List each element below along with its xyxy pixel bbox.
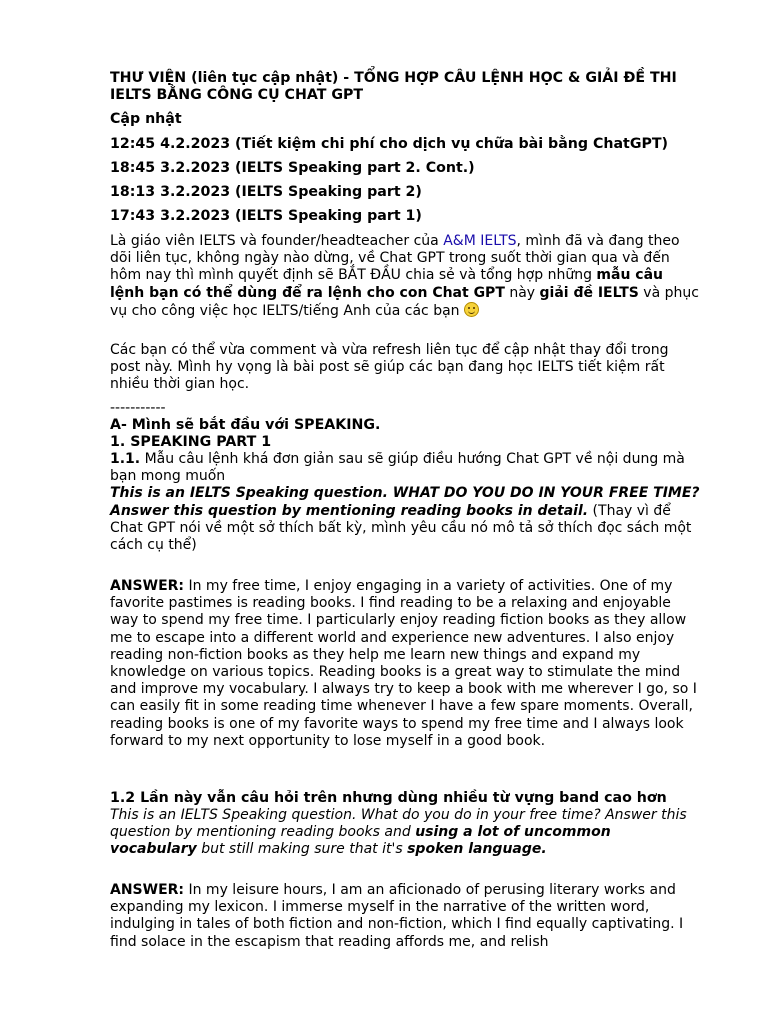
note-text: (Thay vì để Chat GPT nói về một sở thích bất kỳ, mình yêu cầu nó mô tả sở thích đọc sách một cách cụ thể) — [110, 502, 692, 554]
update-label: Cập nhật — [110, 111, 182, 127]
intro-bold: mẫu câu lệnh bạn có thể dùng để ra lệnh cho con Chat GPT — [110, 267, 663, 301]
update-entry: 17:43 3.2.2023 (IELTS Speaking part 1) — [110, 208, 422, 224]
prompt-text: This is an IELTS Speaking question. WHAT DO YOU DO IN YOUR FREE TIME? Answer this question by mentioning reading books in detail. — [110, 485, 700, 519]
divider: ----------- — [110, 400, 166, 416]
item-text: Mẫu câu lệnh khá đơn giản sau sẽ giúp điều hướng Chat GPT về nội dung mà bạn mong muốn — [110, 451, 685, 485]
smiley-face-icon — [464, 302, 479, 317]
answer-paragraph — [110, 578, 700, 750]
update-entry: 12:45 4.2.2023 (Tiết kiệm chi phí cho dịch vụ chữa bài bằng ChatGPT) — [110, 136, 669, 152]
prompt-bold: spoken language. — [407, 841, 547, 858]
page-title: THƯ VIỆN (liên tục cập nhật) - TỔNG HỢP CÂU LỆNH HỌC & GIẢI ĐỀ THI IELTS BẰNG CÔNG CỤ CHAT GPT — [110, 70, 677, 103]
intro-text: Là giáo viên IELTS và founder/headteacher của — [110, 233, 444, 249]
intro-bold: giải đề IELTS — [539, 284, 639, 301]
answer-paragraph — [110, 882, 700, 951]
item-1-2-prompt — [110, 807, 700, 859]
answer-text: In my leisure hours, I am an aficionado of perusing literary works and expanding my lexicon. I immerse myself in the narrative of the written word, indulging in tales of both fiction and non-fiction, which I find equally captivating. I find solace in the escapism that reading affords me, and relish — [110, 882, 684, 950]
intro-text: này — [504, 284, 540, 301]
part-heading: 1. SPEAKING PART 1 — [110, 434, 272, 450]
intro-text: và phục vụ cho công việc học IELTS/tiếng Anh của các bạn — [110, 284, 699, 319]
am-ielts-link[interactable]: A&M IELTS — [443, 233, 517, 249]
item-1-2-heading: 1.2 Lần này vẫn câu hỏi trên nhưng dùng nhiều từ vựng band cao hơn — [110, 790, 667, 806]
info-paragraph: Các bạn có thể vừa comment và vừa refresh liên tục để cập nhật thay đổi trong post này. Mình hy vọng là bài post sẽ giúp các bạn đang học IELTS tiết kiệm rất nhiều thời gian học. — [110, 342, 669, 393]
item-1-1 — [110, 451, 700, 554]
prompt-text: but still making sure that it's — [196, 841, 408, 858]
section-heading: A- Mình sẽ bắt đầu với SPEAKING. — [110, 417, 381, 433]
intro-text: , mình đã và đang theo dõi liên tục, không ngày nào dừng, về Chat GPT trong suốt thời gian qua và đến hôm nay thì mình quyết định sẽ BẮT ĐẦU chia sẻ và tổng hợp những — [110, 233, 680, 284]
prompt-bold: using a lot of uncommon vocabulary — [110, 824, 611, 858]
answer-text: In my free time, I enjoy engaging in a variety of activities. One of my favorite pastimes is reading books. I find reading to be a relaxing and enjoyable way to spend my free time. I particularly enjoy reading fiction books as they allow me to escape into a different world and experience new adventures. I also enjoy reading non-fiction books as they help me learn new things and expand my knowledge on various topics. Reading books is a great way to stimulate the mind and improve my vocabulary. I always try to keep a book with me wherever I go, so I can easily fit in some reading time whenever I have a few spare moments. Overall, reading books is one of my favorite ways to spend my free time and I always look forward to my next opportunity to lose myself in a good book. — [110, 578, 697, 749]
item-number: 1.1. — [110, 451, 141, 467]
answer-label: ANSWER: — [110, 578, 185, 594]
prompt-text: This is an IELTS Speaking question. What do you do in your free time? Answer this question by mentioning reading books and — [110, 807, 687, 841]
update-entry: 18:45 3.2.2023 (IELTS Speaking part 2. Cont.) — [110, 160, 475, 176]
intro-paragraph — [110, 233, 700, 320]
update-entry: 18:13 3.2.2023 (IELTS Speaking part 2) — [110, 184, 422, 200]
answer-label: ANSWER: — [110, 882, 185, 898]
